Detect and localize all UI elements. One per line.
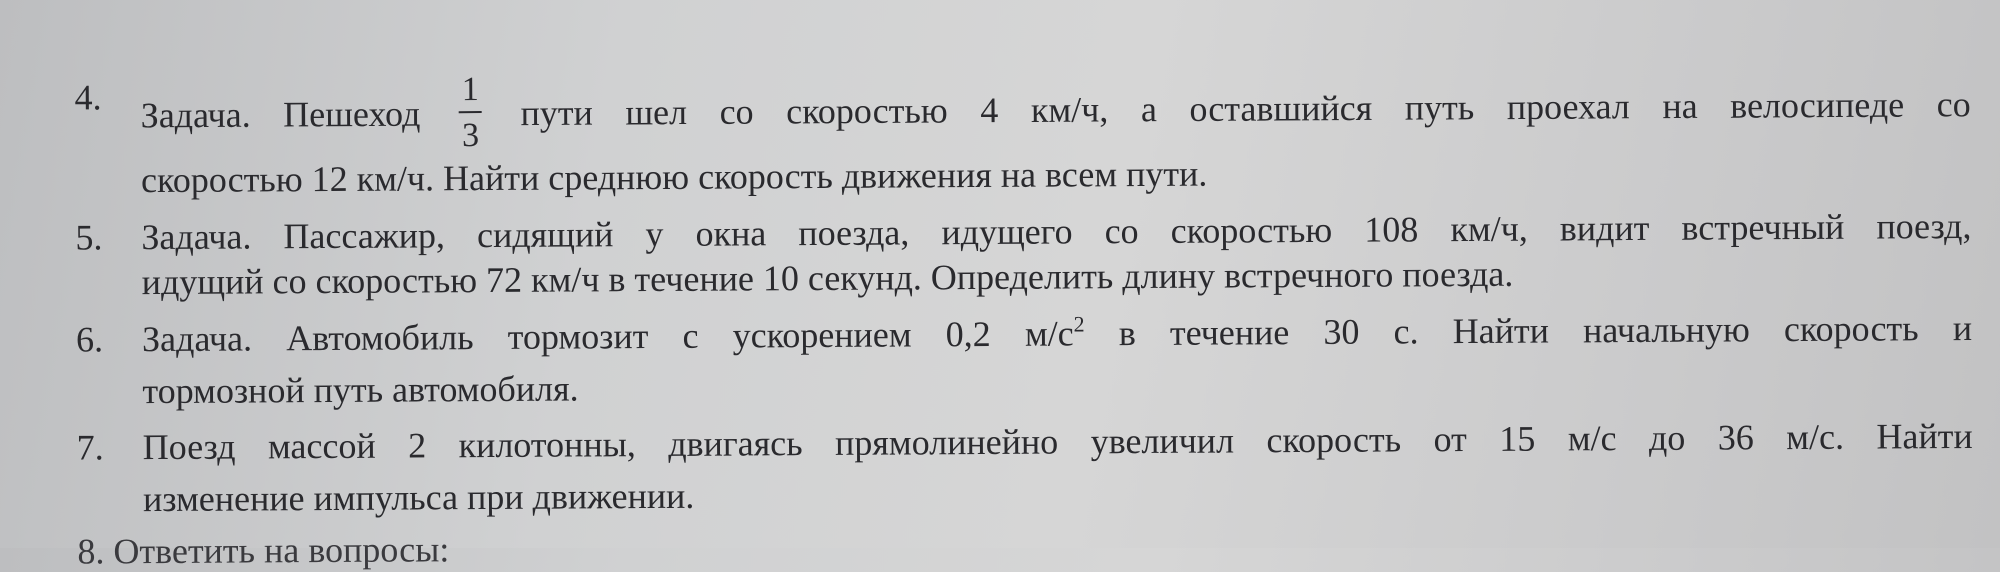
one-third-fraction <box>459 73 482 153</box>
task-6-line-1 <box>141 307 1973 360</box>
fraction-denominator: 3 <box>461 117 480 155</box>
fraction-numerator: 1 <box>459 73 482 113</box>
task-4-line-1 <box>140 68 1970 159</box>
task-6-number: 6. <box>75 319 104 360</box>
task-5-line-1: Задача. Пассажир, сидящий у окна поезда, идущего со скоростью 108 км/ч, видит встречный поезд, <box>141 205 1972 258</box>
task-6-line-2: тормозной путь автомобиля. <box>142 368 579 412</box>
task-5-line-2: идущий со скоростью 72 км/ч в течение 10 секунд. Определить длину встречного поезда. <box>141 253 1514 303</box>
task-4-number: 4. <box>74 77 102 118</box>
task-4-text-start: Задача. Пешеход <box>140 93 421 136</box>
task-7-line-1: Поезд массой 2 килотонны, двигаясь прямолинейно увеличил скорость от 15 м/с до 36 м/с. Найти <box>142 415 1973 468</box>
task-5-number: 5. <box>75 217 103 258</box>
task-4-text-end: пути шел со скоростью 4 км/ч, а оставшийся путь проехал на велосипеде со <box>520 84 1971 134</box>
squared-superscript: 2 <box>1073 311 1085 337</box>
task-6-text-end: в течение 30 с. Найти начальную скорость и <box>1084 307 1973 354</box>
task-8-cut-off-line: 8. Ответить на вопросы: <box>77 529 450 572</box>
task-7-number: 7. <box>76 427 104 468</box>
task-7-line-2: изменение импульса при движении. <box>142 475 695 520</box>
task-4-line-2: скоростью 12 км/ч. Найти среднюю скорость движения на всем пути. <box>140 153 1208 201</box>
task-6-text-start: Задача. Автомобиль тормозит с ускорением 0,2 м/с <box>141 313 1074 360</box>
